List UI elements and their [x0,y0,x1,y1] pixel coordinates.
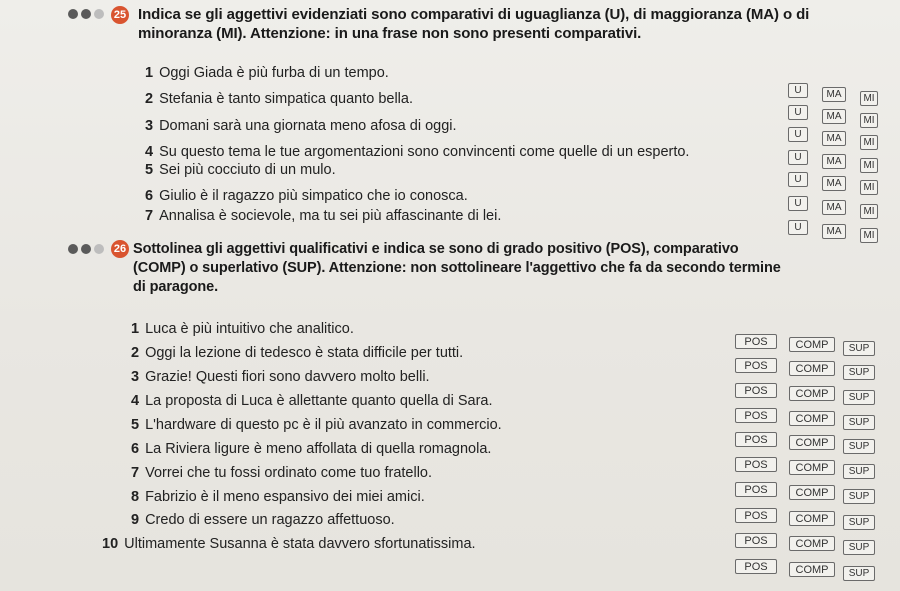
exercise-26-item: 7 Vorrei che tu fossi ordinato come tuo fratello. [131,465,433,481]
exercise-25-item: 6 Giulio è il ragazzo più simpatico che io conosca. [145,188,468,204]
option-ma-box[interactable]: MA [822,87,846,102]
difficulty-dots [68,9,104,19]
exercise-25-item: 5 Sei più cocciuto di un mulo. [145,162,336,178]
option-sup-box[interactable]: SUP [843,341,875,356]
option-u-box[interactable]: U [788,83,808,98]
option-comp-box[interactable]: COMP [789,511,835,526]
option-mi-box[interactable]: MI [860,113,878,128]
option-comp-box[interactable]: COMP [789,536,835,551]
exercise-26-instruction [133,240,898,297]
option-pos-box[interactable]: POS [735,432,777,447]
option-sup-box[interactable]: SUP [843,390,875,405]
difficulty-dot-icon [94,9,104,19]
option-comp-box[interactable]: COMP [789,562,835,577]
option-pos-box[interactable]: POS [735,559,777,574]
option-mi-box[interactable]: MI [860,228,878,243]
option-ma-box[interactable]: MA [822,224,846,239]
option-sup-box[interactable]: SUP [843,365,875,380]
option-ma-box[interactable]: MA [822,131,846,146]
difficulty-dot-icon [68,244,78,254]
option-u-box[interactable]: U [788,172,808,187]
option-comp-box[interactable]: COMP [789,435,835,450]
exercise-26-item: 5 L'hardware di questo pc è il più avanzato in commercio. [131,417,502,433]
option-pos-box[interactable]: POS [735,334,777,349]
option-mi-box[interactable]: MI [860,135,878,150]
exercise-26-item: 10 Ultimamente Susanna è stata davvero sfortunatissima. [102,536,476,552]
difficulty-dot-icon [94,244,104,254]
option-pos-box[interactable]: POS [735,408,777,423]
option-sup-box[interactable]: SUP [843,464,875,479]
instruction-line: minoranza (MI). Attenzione: in una frase non sono presenti comparativi. [138,25,642,42]
exercise-26-item: 2 Oggi la lezione di tedesco è stata difficile per tutti. [131,345,464,361]
exercise-25-instruction [138,5,898,43]
exercise-25-item: 1 Oggi Giada è più furba di un tempo. [145,65,389,81]
instruction-line: (COMP) o superlativo (SUP). Attenzione: non sottolineare l'aggettivo che fa da secondo termine [133,260,781,276]
exercise-26-item: 6 La Riviera ligure è meno affollata di quella romagnola. [131,441,492,457]
instruction-line: di paragone. [133,279,219,295]
exercise-25-item: 2 Stefania è tanto simpatica quanto bella. [145,91,413,107]
instruction-line: Sottolinea gli aggettivi qualificativi e indica se sono di grado positivo (POS), comparativo [133,241,739,257]
exercise-number-badge: 26 [111,240,129,258]
option-sup-box[interactable]: SUP [843,515,875,530]
option-pos-box[interactable]: POS [735,358,777,373]
option-comp-box[interactable]: COMP [789,337,835,352]
difficulty-dots [68,244,104,254]
option-comp-box[interactable]: COMP [789,460,835,475]
option-sup-box[interactable]: SUP [843,566,875,581]
option-pos-box[interactable]: POS [735,533,777,548]
option-comp-box[interactable]: COMP [789,386,835,401]
option-mi-box[interactable]: MI [860,180,878,195]
exercise-26-item: 4 La proposta di Luca è allettante quanto quella di Sara. [131,393,493,409]
option-ma-box[interactable]: MA [822,154,846,169]
option-u-box[interactable]: U [788,127,808,142]
option-comp-box[interactable]: COMP [789,411,835,426]
option-comp-box[interactable]: COMP [789,485,835,500]
difficulty-dot-icon [68,9,78,19]
option-ma-box[interactable]: MA [822,200,846,215]
instruction-line: Indica se gli aggettivi evidenziati sono comparativi di uguaglianza (U), di maggioranza (MA) o di [138,6,810,23]
exercise-25-item: 4 Su questo tema le tue argomentazioni sono convincenti come quelle di un esperto. [145,144,690,160]
option-sup-box[interactable]: SUP [843,415,875,430]
option-comp-box[interactable]: COMP [789,361,835,376]
exercise-26-item: 8 Fabrizio è il meno espansivo dei miei amici. [131,489,425,505]
option-ma-box[interactable]: MA [822,109,846,124]
option-ma-box[interactable]: MA [822,176,846,191]
exercise-26-item: 3 Grazie! Questi fiori sono davvero molto belli. [131,369,430,385]
option-mi-box[interactable]: MI [860,91,878,106]
difficulty-dot-icon [81,244,91,254]
option-pos-box[interactable]: POS [735,482,777,497]
option-pos-box[interactable]: POS [735,457,777,472]
option-sup-box[interactable]: SUP [843,439,875,454]
option-u-box[interactable]: U [788,220,808,235]
exercise-25-item: 7 Annalisa è socievole, ma tu sei più affascinante di lei. [145,208,502,224]
option-pos-box[interactable]: POS [735,508,777,523]
exercise-number-badge: 25 [111,6,129,24]
exercise-26-item: 1 Luca è più intuitivo che analitico. [131,321,354,337]
option-u-box[interactable]: U [788,150,808,165]
option-u-box[interactable]: U [788,196,808,211]
option-sup-box[interactable]: SUP [843,489,875,504]
option-mi-box[interactable]: MI [860,158,878,173]
option-sup-box[interactable]: SUP [843,540,875,555]
option-mi-box[interactable]: MI [860,204,878,219]
option-pos-box[interactable]: POS [735,383,777,398]
exercise-25-item: 3 Domani sarà una giornata meno afosa di oggi. [145,118,457,134]
exercise-26-item: 9 Credo di essere un ragazzo affettuoso. [131,512,395,528]
option-u-box[interactable]: U [788,105,808,120]
difficulty-dot-icon [81,9,91,19]
